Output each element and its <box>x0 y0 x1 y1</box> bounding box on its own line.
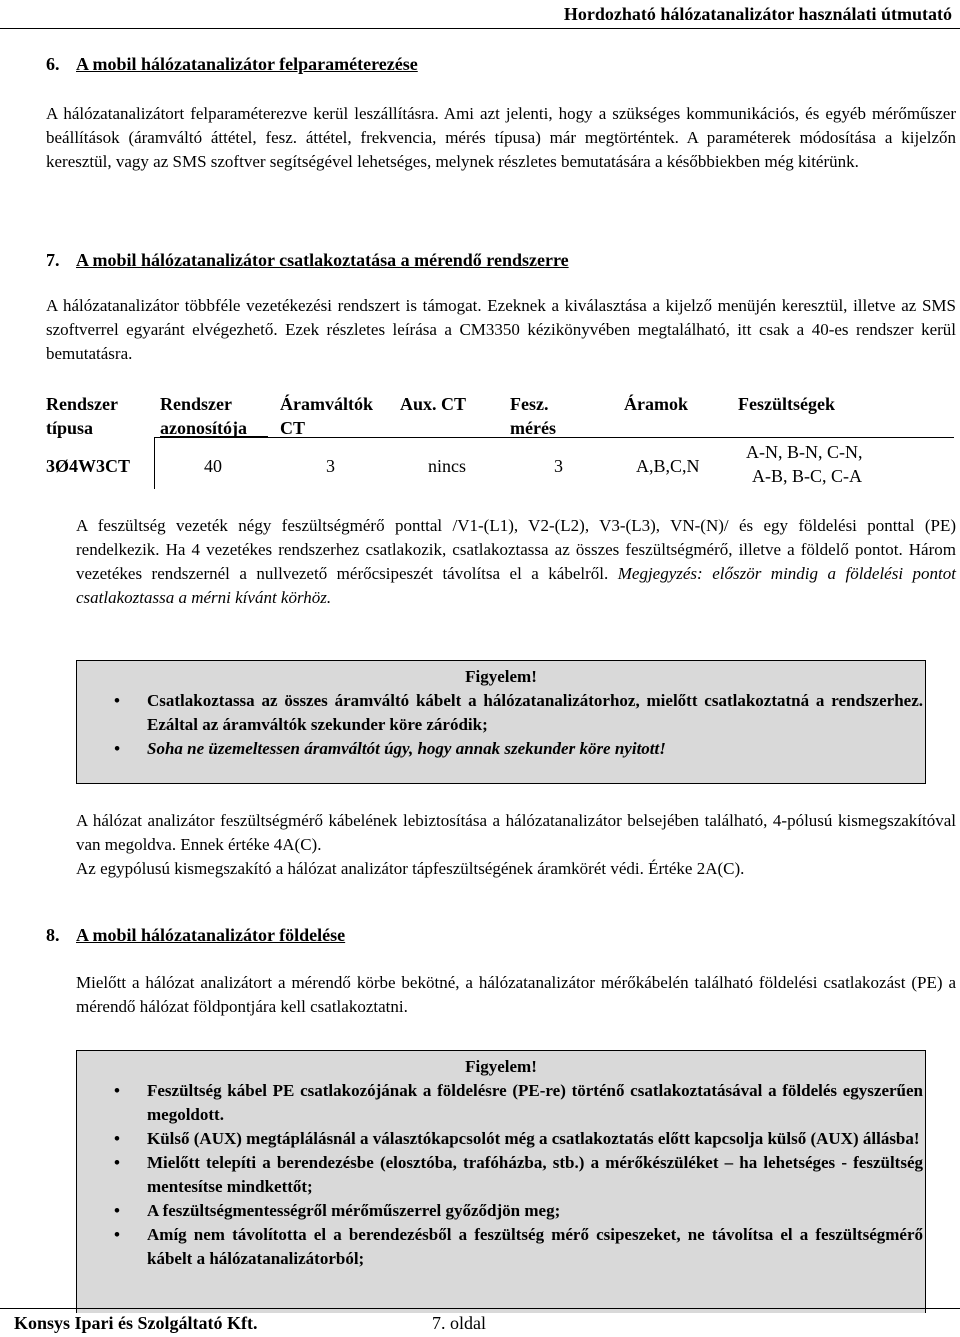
bullet-icon: • <box>114 691 120 710</box>
section-6-text: A hálózatanalizátort felparaméterezve kerül leszállításra. Ami azt jelenti, hogy a szükséges kommunikációs, és egyéb mérőműszer beállítások (áramváltó áttétel, fesz. áttétel, frekvencia, mérés típusa) már megtörténtek. A paraméterek módosítása a kijelzőn keresztül, vagy az SMS szoftver segítségével lehetséges, melynek részletes bemutatására a későbbiekben még kitérünk. <box>46 104 956 171</box>
section-7-number: 7. <box>46 250 60 270</box>
table-cell-currents: A,B,C,N <box>636 456 700 476</box>
warning-item: • Mielőtt telepíti a berendezésbe (elosztóba, trafóházba, stb.) a mérőkészüléket – ha lehetséges - feszültség mentesítse mindkettőt; <box>114 1153 923 1196</box>
section-7-paragraph <box>46 294 956 366</box>
table-header-voltage-measurement: Fesz. mérés <box>510 394 556 438</box>
section-7-text: A hálózatanalizátor többféle vezetékezési rendszert is támogat. Ezeknek a kiválasztása a kijelző menüjén keresztül, illetve az SMS szoftverrel egyaránt elvégezhető. Ezek részletes leírása a CM3350 kézikönyvében megtalálható, itt csak a 40-es rendszer kerül bemutatásra. <box>46 296 956 363</box>
table-header-ct: Áramváltók CT <box>280 394 373 438</box>
table-header-voltages: Feszültségek <box>738 394 835 414</box>
footer-page-number: 7. oldal <box>432 1313 486 1333</box>
warning-list <box>77 689 925 761</box>
section-6-paragraph <box>46 102 956 174</box>
warning-item: • Soha ne üzemeltessen áramváltót úgy, hogy annak szekunder köre nyitott! <box>77 737 925 761</box>
table-cell-system-type: 3Ø4W3CT <box>46 456 131 476</box>
table-cell-voltages-line2: A-B, B-C, C-A <box>752 466 863 486</box>
table-cell-ct: 3 <box>326 456 335 476</box>
table-horizontal-rule <box>154 437 954 438</box>
table-header-aux-ct: Aux. CT <box>400 394 467 414</box>
section-8-text: Mielőtt a hálózat analizátort a mérendő körbe bekötné, a hálózatanalizátor mérőkábelén található földelési csatlakozást (PE) a mérendő hálózat földpontjára kell csatlakoztatni. <box>76 973 956 1016</box>
section-8-title: A mobil hálózatanalizátor földelése <box>76 925 346 945</box>
warning-box-grounding <box>76 1050 926 1313</box>
voltage-text: A feszültség vezeték négy feszültségmérő ponttal /V1-(L1), V2-(L2), V3-(L3), VN-(N)/ és egy földelési ponttal (PE) rendelkezik. Ha 4 vezetékes rendszerhez csatlakozik, csatlakoztassa az összes feszültségmérő, illetve a földelő pontot. Három vezetékes rendszernél a nullvezető mérőcsipeszét távolítsa el a kábelről. <box>76 516 956 583</box>
footer-company: Konsys Ipari és Szolgáltató Kft. <box>14 1313 258 1333</box>
warning-item: • Külső (AUX) megtáplálásnál a választókapcsolót még a csatlakoztatás előtt kapcsolja külső (AUX) állásba! <box>77 1127 925 1151</box>
table-cell-aux-ct: nincs <box>428 456 466 476</box>
warning-item: • Amíg nem távolította el a berendezésből a feszültség mérő csipeszeket, ne távolítsa el a feszültségmérő kábelt a hálózatanalizátorból; <box>114 1225 923 1268</box>
table-cell-system-id: 40 <box>204 456 222 476</box>
footer-divider <box>0 1308 960 1309</box>
section-6-number: 6. <box>46 54 60 74</box>
fuse-text-2: Az egypólusú kismegszakító a hálózat analizátor tápfeszültségének áramkörét védi. Értéke 2A(C). <box>76 859 745 878</box>
section-8-heading <box>46 925 345 946</box>
section-6-title: A mobil hálózatanalizátor felparaméterezése <box>76 54 418 74</box>
section-7-title: A mobil hálózatanalizátor csatlakoztatása a mérendő rendszerre <box>76 250 569 270</box>
warning-item: • A feszültségmentességről mérőműszerrel győződjön meg; <box>77 1199 925 1223</box>
header-divider <box>0 28 960 29</box>
fuse-paragraph <box>76 809 956 881</box>
warning-item: • Csatlakoztassa az összes áramváltó kábelt a hálózatanalizátorhoz, mielőtt csatlakoztatná a rendszerhez. Ezáltal az áramváltók szekunder köre záródik; <box>114 691 923 734</box>
bullet-icon: • <box>114 1129 120 1148</box>
warning-box-ct <box>76 660 926 784</box>
warning-list <box>77 1079 925 1271</box>
fuse-text-1: A hálózat analizátor feszültségmérő kábelének lebiztosítása a hálózatanalizátor belsejében található, 4-pólusú kismegszakítóval van megoldva. Ennek értéke 4A(C). <box>76 811 956 854</box>
table-cell-voltage-measurement: 3 <box>554 456 563 476</box>
warning-item: • Feszültség kábel PE csatlakozójának a földelésre (PE-re) történő csatlakoztatásával a földelés egyszerűen megoldott. <box>114 1081 923 1124</box>
bullet-icon: • <box>114 739 120 758</box>
section-8-number: 8. <box>46 925 60 945</box>
voltage-wiring-paragraph <box>76 514 956 610</box>
table-header-currents: Áramok <box>624 394 688 414</box>
bullet-icon: • <box>114 1081 120 1100</box>
section-7-heading <box>46 250 569 271</box>
ground-note: Megjegyzés: először mindig a földelési pontot csatlakoztassa a mérni kívánt körhöz. <box>76 564 956 607</box>
section-8-paragraph <box>76 971 956 1019</box>
document-header: Hordozható hálózatanalizátor használati útmutató <box>563 4 952 24</box>
table-cell-voltages-line1: A-N, B-N, C-N, <box>746 442 863 462</box>
table-header-system-id: Rendszer azonosítója <box>160 394 247 438</box>
bullet-icon: • <box>114 1225 120 1244</box>
warning-title: Figyelem! <box>465 667 537 686</box>
voltage-wiring-text <box>76 514 956 610</box>
table-vertical-rule <box>154 437 155 489</box>
section-6-heading <box>46 54 418 75</box>
bullet-icon: • <box>114 1201 120 1220</box>
wiring-system-table <box>46 392 946 492</box>
table-header-system-type: Rendszer típusa <box>46 394 118 438</box>
warning-title: Figyelem! <box>465 1057 537 1076</box>
bullet-icon: • <box>114 1153 120 1172</box>
